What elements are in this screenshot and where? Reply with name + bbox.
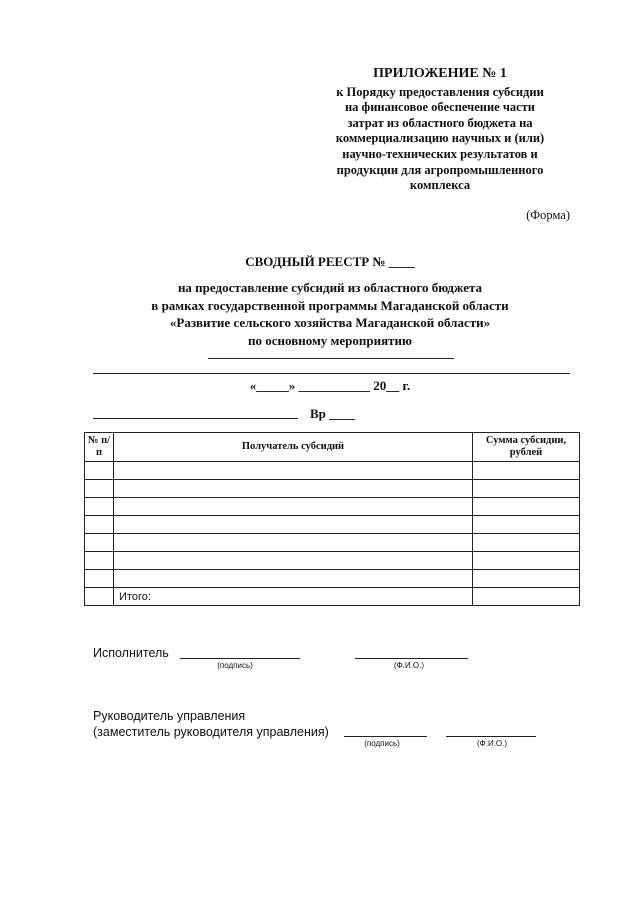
head-label	[93, 708, 329, 740]
appendix-line: коммерциализацию научных и (или)	[335, 131, 545, 146]
head-signature-caption: (подпись)	[364, 739, 400, 748]
subtitle-line: на предоставление субсидий из областного бюджета	[177, 280, 483, 295]
table-row	[85, 534, 580, 552]
table-cell[interactable]	[85, 570, 114, 588]
vr-blank-line	[93, 418, 298, 419]
table-cell[interactable]	[114, 552, 473, 570]
table-cell[interactable]	[473, 570, 580, 588]
head-label-line1: Руководитель управления	[93, 709, 246, 723]
head-signature-line[interactable]	[344, 736, 427, 737]
column-header-amount: Сумма субсидии, рублей	[473, 433, 580, 462]
executor-signature-caption: (подпись)	[217, 661, 253, 670]
subtitle-line: в рамках государственной программы Магаданской области	[151, 297, 509, 313]
column-header-number: № п/п	[85, 433, 114, 462]
measure-blank-line	[208, 358, 454, 359]
total-label: Итого:	[114, 588, 473, 606]
total-amount-cell[interactable]	[473, 588, 580, 606]
appendix-line: комплекса	[409, 178, 471, 193]
executor-name-caption: (Ф.И.О.)	[393, 661, 425, 670]
measure-blank-line-full	[93, 373, 570, 374]
appendix-block	[300, 66, 580, 194]
appendix-title: ПРИЛОЖЕНИЕ № 1	[373, 66, 507, 81]
appendix-line: затрат из областного бюджета на	[347, 115, 533, 130]
table-header-row	[85, 433, 580, 462]
table-cell[interactable]	[85, 498, 114, 516]
table-row	[85, 570, 580, 588]
table-cell[interactable]	[114, 498, 473, 516]
table-cell[interactable]	[473, 462, 580, 480]
head-label-line2: (заместитель руководителя управления)	[93, 725, 329, 739]
table-cell[interactable]	[473, 516, 580, 534]
register-table	[84, 432, 580, 606]
table-row	[85, 552, 580, 570]
table-cell	[85, 588, 114, 606]
column-header-recipient: Получатель субсидий	[114, 433, 473, 462]
table-cell[interactable]	[473, 534, 580, 552]
table-row	[85, 498, 580, 516]
executor-label: Исполнитель	[93, 646, 169, 660]
table-cell[interactable]	[473, 552, 580, 570]
subtitle-line: «Развитие сельского хозяйства Магаданской области»	[169, 315, 491, 330]
date-line: «_____» ___________ 20__ г.	[249, 378, 411, 393]
appendix-line: научно-технических результатов и	[342, 146, 538, 161]
table-cell[interactable]	[114, 570, 473, 588]
table-cell[interactable]	[473, 480, 580, 498]
head-name-line[interactable]	[446, 736, 536, 737]
appendix-line: продукции для агропромышленного	[336, 162, 544, 177]
head-name-caption: (Ф.И.О.)	[476, 739, 508, 748]
register-heading: СВОДНЫЙ РЕЕСТР № ____	[245, 254, 415, 269]
table-cell[interactable]	[85, 480, 114, 498]
table-cell[interactable]	[114, 480, 473, 498]
vr-label: Вр ____	[310, 406, 356, 421]
table-row	[85, 462, 580, 480]
appendix-line: к Порядку предоставления субсидии	[336, 84, 544, 99]
subtitle-line: по основному мероприятию	[248, 332, 412, 348]
table-row	[85, 516, 580, 534]
table-cell[interactable]	[85, 462, 114, 480]
table-cell[interactable]	[85, 534, 114, 552]
table-cell[interactable]	[114, 462, 473, 480]
form-label: (Форма)	[526, 208, 570, 222]
table-row	[85, 480, 580, 498]
appendix-line: на финансовое обеспечение части	[344, 100, 536, 115]
table-cell[interactable]	[85, 552, 114, 570]
table-cell[interactable]	[85, 516, 114, 534]
table-total-row	[85, 588, 580, 606]
executor-name-line[interactable]	[355, 658, 468, 659]
table-cell[interactable]	[114, 534, 473, 552]
table-cell[interactable]	[473, 498, 580, 516]
table-cell[interactable]	[114, 516, 473, 534]
executor-signature-line[interactable]	[180, 658, 300, 659]
register-subtitle	[60, 279, 600, 349]
